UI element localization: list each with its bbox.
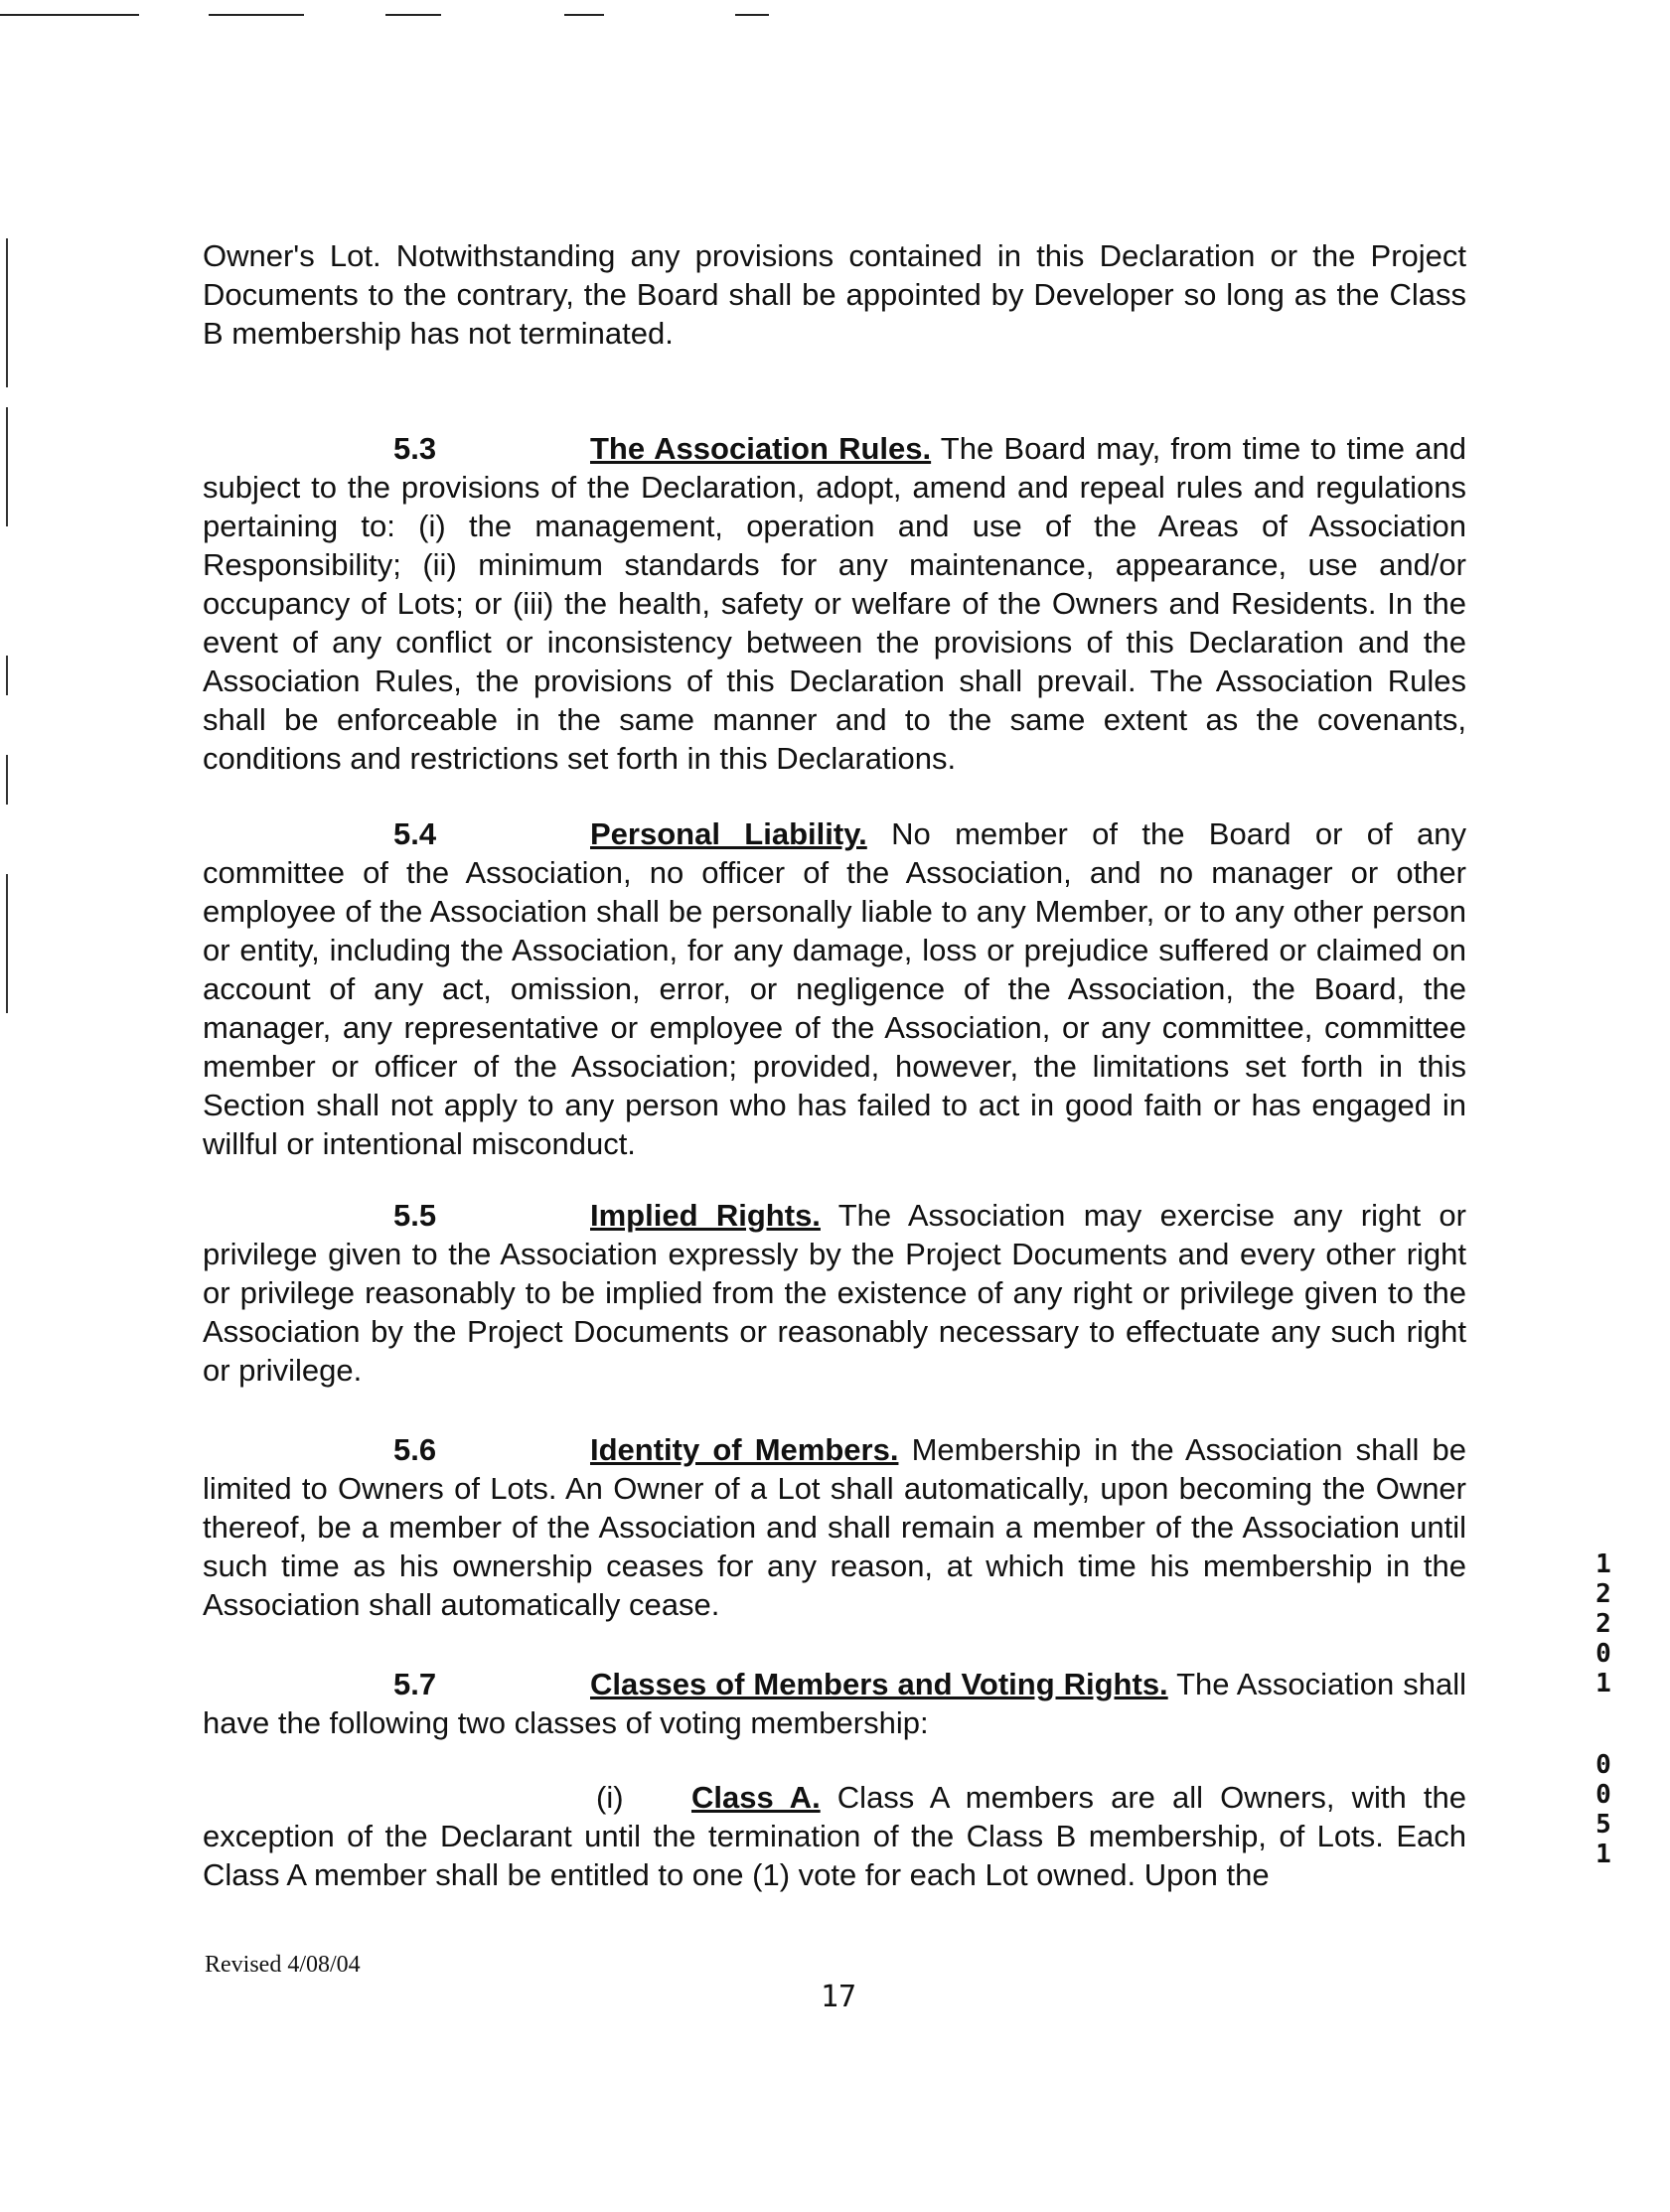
subsection-paragraph [203, 1778, 1466, 1894]
section-heading: Personal Liability. [590, 816, 867, 851]
section-heading: Implied Rights. [590, 1198, 821, 1233]
section-body: The Board may, from time to time and subject to the provisions of the Declaration, adopt, amend and repeal rules and regulations pertaining to: (i) the management, operation and use of the Areas of Association Responsibility; (ii) minimum standards for any maintenance, appearance, use and/or occupancy of Lots; or (iii) the health, safety or welfare of the Owners and Residents. In the event of any conflict or inconsistency between the provisions of this Declaration and the Association Rules, the provisions of this Declaration shall prevail. The Association Rules shall be enforceable in the same manner and to the same extent as the covenants, conditions and restrictions set forth in this Declarations. [203, 431, 1466, 776]
margin-mark [6, 407, 8, 526]
stamp-digit: 0 [1595, 1639, 1611, 1669]
section-5-3 [203, 429, 1466, 778]
stamp-digit: 2 [1595, 1609, 1611, 1639]
section-body: No member of the Board or of any committee of the Association, no officer of the Association, and no manager or other employee of the Association shall be personally liable to any Member, or to any other person or entity, including the Association, for any damage, loss or prejudice suffered or claimed on account of any act, omission, error, or negligence of the Association, the Board, the manager, any representative or employee of the Association, or any committee, committee member or officer of the Association; provided, however, the limitations set forth in this Section shall not apply to any person who has failed to act in good faith or has engaged in willful or intentional misconduct. [203, 816, 1466, 1161]
subsection-number: (i) [596, 1780, 624, 1815]
section-heading: The Association Rules. [590, 431, 932, 466]
section-paragraph [203, 814, 1466, 1163]
subsection-body: Class A members are all Owners, with the exception of the Declarant until the termination of the Class B membership, of Lots. Each Class A member shall be entitled to one (1) vote for each Lot owned. Upon the [203, 1780, 1466, 1892]
stamp-digit: 1 [1595, 1840, 1611, 1869]
stamp-digit: 5 [1595, 1810, 1611, 1840]
section-number: 5.7 [393, 1667, 437, 1701]
stamp-digit: 1 [1595, 1549, 1611, 1579]
margin-mark [6, 874, 8, 1013]
section-number: 5.4 [393, 816, 437, 851]
section-paragraph [203, 429, 1466, 778]
revised-date: Revised 4/08/04 [205, 1952, 361, 1978]
scan-mark [209, 14, 304, 16]
continuation-text: Owner's Lot. Notwithstanding any provisions contained in this Declaration or the Project Documents to the contrary, the Board shall be appointed by Developer so long as the Class B membership has not terminated. [203, 238, 1466, 351]
scan-mark [564, 14, 604, 16]
section-paragraph [203, 1665, 1466, 1742]
section-5-7 [203, 1665, 1466, 1742]
page-number: 17 [821, 1980, 857, 2014]
section-body: The Association shall have the following two classes of voting membership: [203, 1667, 1466, 1740]
scan-mark [385, 14, 441, 16]
section-paragraph [203, 1430, 1466, 1624]
stamp-digit: 1 [1595, 1669, 1611, 1698]
section-5-4 [203, 814, 1466, 1163]
section-paragraph [203, 1196, 1466, 1390]
recording-stamp-top [1592, 1549, 1615, 1698]
section-body: The Association may exercise any right or privilege given to the Association expressly by the Project Documents and every other right or privilege reasonably to be implied from the existence of any right or privilege given to the Association by the Project Documents or reasonably necessary to effectuate any such right or privilege. [203, 1198, 1466, 1388]
stamp-digit: 2 [1595, 1579, 1611, 1609]
margin-mark [6, 656, 8, 695]
section-heading: Classes of Members and Voting Rights. [590, 1667, 1168, 1701]
section-number: 5.5 [393, 1198, 437, 1233]
section-5-6 [203, 1430, 1466, 1624]
margin-mark [6, 238, 8, 387]
recording-stamp-bottom [1592, 1750, 1615, 1869]
stamp-digit: 0 [1595, 1780, 1611, 1810]
section-heading: Identity of Members. [590, 1432, 899, 1467]
scan-mark [735, 14, 769, 16]
section-body: Membership in the Association shall be limited to Owners of Lots. An Owner of a Lot shall automatically, upon becoming the Owner thereof, be a member of the Association and shall remain a member of the Association until such time as his ownership ceases for any reason, at which time his membership in the Association shall automatically cease. [203, 1432, 1466, 1622]
margin-mark [6, 755, 8, 805]
scan-mark [0, 14, 139, 16]
continuation-paragraph [203, 236, 1466, 353]
subsection-class-a [203, 1778, 1466, 1894]
section-5-5 [203, 1196, 1466, 1390]
subsection-heading: Class A. [691, 1780, 821, 1815]
section-number: 5.3 [393, 431, 437, 466]
stamp-digit: 0 [1595, 1750, 1611, 1780]
section-number: 5.6 [393, 1432, 437, 1467]
